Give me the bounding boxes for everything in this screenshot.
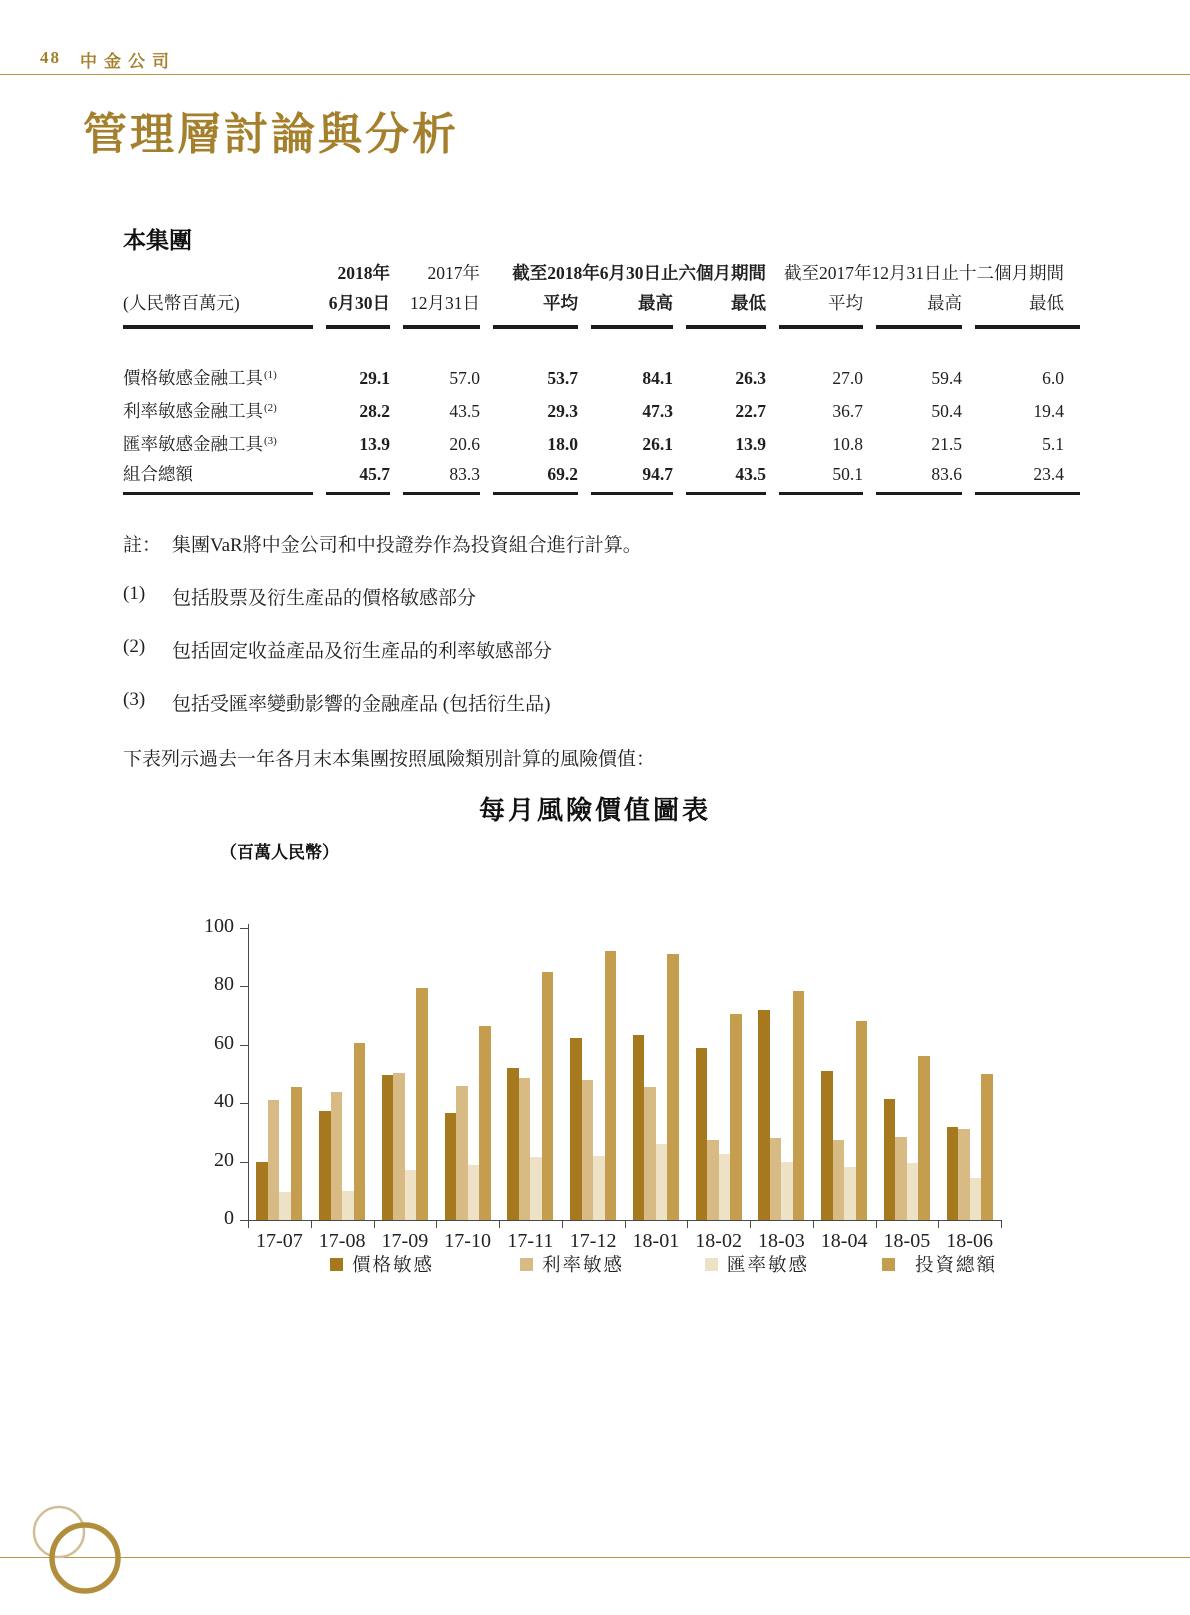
bar-利率敏感-17-08 (331, 1092, 343, 1220)
var-table (123, 258, 1080, 495)
table-row (123, 459, 1080, 489)
cell-value: 43.5 (735, 463, 766, 484)
bar-價格敏感-18-02 (696, 1048, 708, 1220)
cell-value: 57.0 (449, 367, 480, 388)
cell-value: 83.6 (931, 463, 962, 484)
y-tick (240, 1103, 248, 1104)
cell-value: 26.3 (735, 367, 766, 388)
bar-匯率敏感-18-06 (970, 1178, 982, 1220)
bar-匯率敏感-17-10 (468, 1165, 480, 1220)
x-tick-label: 17-10 (444, 1230, 491, 1252)
cell-value: 59.4 (931, 367, 962, 388)
legend-label: 價格敏感 (352, 1256, 435, 1276)
y-tick (240, 1220, 248, 1221)
legend-swatch-icon (520, 1258, 533, 1271)
x-tick-label: 18-05 (883, 1230, 931, 1252)
table-rule-segment (779, 325, 863, 329)
y-tick-label: 100 (204, 915, 234, 937)
cell-value: 29.3 (547, 400, 578, 421)
x-tick-label: 17-08 (318, 1230, 366, 1252)
legend-item (705, 1256, 810, 1276)
bar-投資總額-17-08 (354, 1043, 366, 1220)
cell-value: 26.1 (642, 433, 673, 454)
bar-價格敏感-18-05 (884, 1099, 896, 1220)
table-rule-segment (876, 492, 962, 496)
cell-value: 50.4 (931, 400, 962, 421)
x-tick-label: 18-06 (946, 1230, 993, 1252)
table-subheader-row: (人民幣百萬元) 6月30日 12月31日 平均 最高 最低 平均 最高 最低 (123, 288, 1080, 318)
bar-價格敏感-17-09 (382, 1075, 394, 1220)
cell-value: 27.0 (832, 367, 863, 388)
x-tick-label: 17-12 (569, 1230, 617, 1252)
page-title: 管理層討論與分析 (83, 110, 459, 159)
y-tick (240, 1045, 248, 1046)
cell-value: 13.9 (359, 433, 390, 454)
bar-價格敏感-17-07 (256, 1162, 268, 1220)
bar-投資總額-18-06 (981, 1074, 993, 1220)
legend-label: 利率敏感 (542, 1256, 625, 1276)
cell-value: 18.0 (547, 433, 578, 454)
table-row (123, 393, 1080, 426)
table-bottom-rule (123, 492, 1080, 496)
cell-value: 5.1 (1042, 433, 1064, 454)
table-rule-segment (403, 325, 480, 329)
cell-value: 13.9 (735, 433, 766, 454)
x-tick (625, 1221, 626, 1228)
bar-投資總額-18-04 (856, 1021, 868, 1220)
x-tick-label: 17-09 (381, 1230, 429, 1252)
note-item-number: (2) (123, 636, 146, 657)
colgroup-6m: 截至2018年6月30日止六個月期間 (512, 263, 766, 283)
cell-value: 36.7 (832, 400, 863, 421)
x-tick (374, 1221, 375, 1228)
bar-投資總額-17-09 (416, 988, 428, 1220)
legend-swatch-icon (882, 1258, 895, 1271)
bar-利率敏感-18-04 (833, 1140, 845, 1220)
cell-value: 22.7 (735, 400, 766, 421)
y-tick (240, 1162, 248, 1163)
colgroup-2017: 2017年 (427, 263, 480, 283)
table-rule-segment (403, 492, 480, 496)
colgroup-2018: 2018年 (337, 263, 390, 283)
y-tick-label: 60 (214, 1031, 234, 1054)
note-item-number: (1) (123, 583, 146, 604)
footer-circles-logo (0, 1488, 180, 1615)
cell-value: 69.2 (547, 463, 578, 484)
chart-unit-label: （百萬人民幣） (220, 843, 339, 862)
table-rule-segment (975, 492, 1080, 496)
table-rule-segment (876, 325, 962, 329)
bar-價格敏感-17-11 (507, 1068, 519, 1220)
table-rule-segment (686, 325, 766, 329)
table-colgroup-row (123, 258, 1080, 288)
bar-價格敏感-18-03 (758, 1010, 770, 1220)
x-tick (311, 1221, 312, 1228)
cell-value: 47.3 (642, 400, 673, 421)
table-rule-segment (493, 325, 578, 329)
bar-利率敏感-17-10 (456, 1086, 468, 1220)
x-tick (562, 1221, 563, 1228)
cell-value: 6.0 (1042, 367, 1064, 388)
table-rule-segment (975, 325, 1080, 329)
row-label: 價格敏感金融工具$^{(1)}$ (123, 367, 277, 388)
table-rule-segment (686, 492, 766, 496)
y-tick-label: 40 (214, 1090, 234, 1113)
cell-value: 53.7 (547, 367, 578, 388)
page-number: 48 (40, 48, 61, 67)
table-rule-segment (123, 492, 313, 496)
bar-匯率敏感-17-08 (342, 1191, 354, 1220)
bar-匯率敏感-17-09 (405, 1170, 417, 1220)
table-rule-segment (779, 492, 863, 496)
bar-價格敏感-17-10 (445, 1113, 457, 1220)
x-tick-label: 18-04 (820, 1230, 868, 1252)
cell-value: 20.6 (449, 433, 480, 454)
x-tick (687, 1221, 688, 1228)
bar-投資總額-18-03 (793, 991, 805, 1220)
table-rule-segment (123, 325, 313, 329)
table-rule-segment (591, 492, 673, 496)
bar-價格敏感-18-04 (821, 1071, 833, 1220)
x-tick (499, 1221, 500, 1228)
bar-價格敏感-17-08 (319, 1111, 331, 1221)
cell-value: 21.5 (931, 433, 962, 454)
bar-投資總額-17-12 (605, 951, 617, 1220)
bar-利率敏感-18-01 (644, 1087, 656, 1220)
cell-value: 10.8 (832, 433, 863, 454)
bar-投資總額-18-02 (730, 1014, 742, 1220)
legend-swatch-icon (330, 1258, 343, 1271)
x-tick (248, 1221, 249, 1228)
x-tick-label: 18-02 (695, 1230, 742, 1252)
bar-匯率敏感-18-05 (907, 1163, 919, 1220)
bar-匯率敏感-18-02 (719, 1154, 731, 1220)
bar-價格敏感-18-01 (633, 1035, 645, 1220)
table-body (123, 360, 1080, 489)
company-name: 中金公司 (80, 52, 176, 71)
table-row (123, 426, 1080, 459)
legend-label: 投資總額 (915, 1256, 998, 1276)
bar-利率敏感-18-06 (958, 1129, 970, 1220)
bar-匯率敏感-18-03 (781, 1162, 793, 1220)
x-tick-label: 17-07 (256, 1230, 303, 1252)
bar-投資總額-18-05 (918, 1056, 930, 1220)
bar-利率敏感-18-02 (707, 1140, 719, 1220)
cell-value: 23.4 (1033, 463, 1064, 484)
y-tick-label: 80 (214, 973, 234, 996)
row-label: 匯率敏感金融工具$^{(3)}$ (123, 433, 277, 454)
table-rule-segment (326, 492, 390, 496)
table-rule-segment (326, 325, 390, 329)
bar-匯率敏感-18-04 (844, 1167, 856, 1220)
bar-利率敏感-18-05 (895, 1137, 907, 1220)
cell-value: 28.2 (359, 400, 390, 421)
row-label: 組合總額 (123, 463, 193, 484)
y-tick-label: 0 (224, 1207, 234, 1229)
legend-item (330, 1256, 435, 1276)
bar-投資總額-17-07 (291, 1087, 303, 1220)
y-tick-label: 20 (214, 1148, 234, 1171)
bar-利率敏感-17-09 (393, 1073, 405, 1220)
note-item-text: 包括受匯率變動影響的金融產品 (包括衍生品) (172, 694, 551, 715)
x-tick (750, 1221, 751, 1228)
x-tick (938, 1221, 939, 1228)
y-tick (240, 928, 248, 929)
table-row (123, 360, 1080, 393)
table-rule-segment (493, 492, 578, 496)
x-tick (436, 1221, 437, 1228)
row-label: 利率敏感金融工具$^{(2)}$ (123, 400, 277, 421)
x-tick-label: 18-03 (758, 1230, 805, 1252)
bar-利率敏感-17-07 (268, 1100, 280, 1220)
note-item-text: 包括股票及衍生產品的價格敏感部分 (172, 588, 477, 609)
table-unit-label: (人民幣百萬元) (123, 293, 240, 313)
legend-swatch-icon (705, 1258, 718, 1271)
cell-value: 84.1 (642, 367, 673, 388)
cell-value: 83.3 (449, 463, 480, 484)
table-header-rule (123, 325, 1080, 329)
bar-匯率敏感-17-12 (593, 1156, 605, 1220)
bar-利率敏感-17-12 (582, 1080, 594, 1220)
x-tick (1001, 1221, 1002, 1228)
bar-投資總額-17-11 (542, 972, 554, 1220)
y-axis (248, 924, 249, 1221)
legend-label: 匯率敏感 (727, 1256, 810, 1276)
note-text: 集團VaR將中金公司和中投證券作為投資組合進行計算。 (172, 535, 642, 556)
cell-value: 94.7 (642, 463, 673, 484)
bar-利率敏感-18-03 (770, 1138, 782, 1220)
header-rule (0, 74, 1190, 75)
cell-value: 50.1 (832, 463, 863, 484)
chart-intro-paragraph: 下表列示過去一年各月末本集團按照風險類別計算的風險價值： (123, 749, 656, 770)
bar-匯率敏感-17-11 (530, 1157, 542, 1220)
note-label: 註： (123, 535, 162, 556)
x-tick-label: 17-11 (507, 1230, 554, 1252)
cell-value: 29.1 (359, 367, 390, 388)
bar-匯率敏感-17-07 (279, 1192, 291, 1220)
bar-投資總額-18-01 (667, 954, 679, 1220)
chart-title: 每月風險價值圖表 (478, 796, 711, 825)
table-rule-segment (591, 325, 673, 329)
x-tick (813, 1221, 814, 1228)
note-item-number: (3) (123, 689, 146, 710)
bar-價格敏感-18-06 (947, 1127, 959, 1220)
bar-投資總額-17-10 (479, 1026, 491, 1220)
x-tick-label: 18-01 (632, 1230, 680, 1252)
cell-value: 19.4 (1033, 400, 1064, 421)
section-heading: 本集團 (123, 228, 192, 253)
x-tick (876, 1221, 877, 1228)
note-item-text: 包括固定收益產品及衍生產品的利率敏感部分 (172, 641, 553, 662)
bar-價格敏感-17-12 (570, 1038, 582, 1221)
cell-value: 43.5 (449, 400, 480, 421)
bar-匯率敏感-18-01 (656, 1144, 668, 1220)
legend-item (520, 1256, 625, 1276)
colgroup-12m: 截至2017年12月31日止十二個月期間 (784, 263, 1064, 283)
legend-item (882, 1256, 998, 1276)
bar-利率敏感-17-11 (519, 1078, 531, 1220)
y-tick (240, 986, 248, 987)
cell-value: 45.7 (359, 463, 390, 484)
